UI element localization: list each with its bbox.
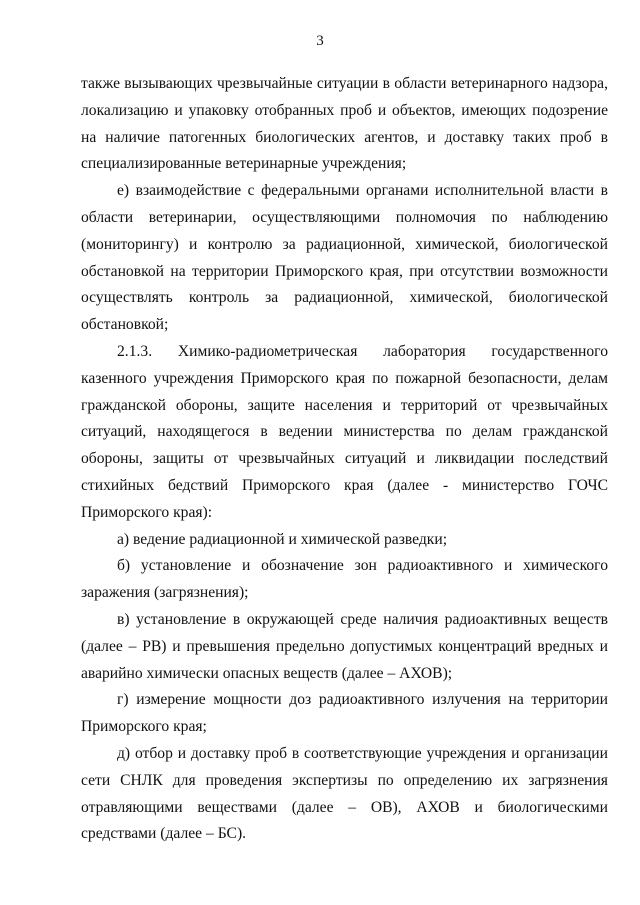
paragraph-item-b: б) установление и обозначение зон радиоактивного и химического заражения (загрязнения); <box>81 557 608 602</box>
paragraph-item-v: в) установление в окружающей среде наличия радиоактивных веществ (далее – РВ) и превышения предельно допустимых концентраций вредных и аварийно химически опасных веществ (далее – АХОВ); <box>81 610 608 682</box>
paragraph-item-g: г) измерение мощности доз радиоактивного излучения на территории Приморского края; <box>81 691 608 736</box>
paragraph-section-2-1-3: 2.1.3. Химико-радиометрическая лаборатория государственного казенного учреждения Приморского края по пожарной безопасности, делам гражданской обороны, защите населения и территорий от чрезвычайных ситуаций, находящегося в ведении министерства по делам гражданской обороны, защиты от чрезвычайных ситуаций и ликвидации последствий стихийных бедствий Приморского края (далее - министерство ГОЧС Приморского края): <box>81 342 608 521</box>
document-body <box>81 71 608 848</box>
page-number: 3 <box>316 33 324 49</box>
paragraph-item-a: а) ведение радиационной и химической разведки; <box>117 530 448 548</box>
paragraph-item-e: е) взаимодействие с федеральными органами исполнительной власти в области ветеринарии, осуществляющими полномочия по наблюдению (мониторингу) и контролю за радиационной, химической, биологической обстановкой на территории Приморского края, при отсутствии возможности осуществлять контроль за радиационной, химической, биологической обстановкой; <box>81 182 608 334</box>
paragraph-continuation: также вызывающих чрезвычайные ситуации в области ветеринарного надзора, локализацию и упаковку отобранных проб и объектов, имеющих подозрение на наличие патогенных биологических агентов, и доставку таких проб в специализированные ветеринарные учреждения; <box>81 75 608 173</box>
paragraph-item-d: д) отбор и доставку проб в соответствующие учреждения и организации сети СНЛК для проведения экспертизы по определению их загрязнения отравляющими веществами (далее – ОВ), АХОВ и биологическими средствами (далее – БС). <box>81 744 608 843</box>
